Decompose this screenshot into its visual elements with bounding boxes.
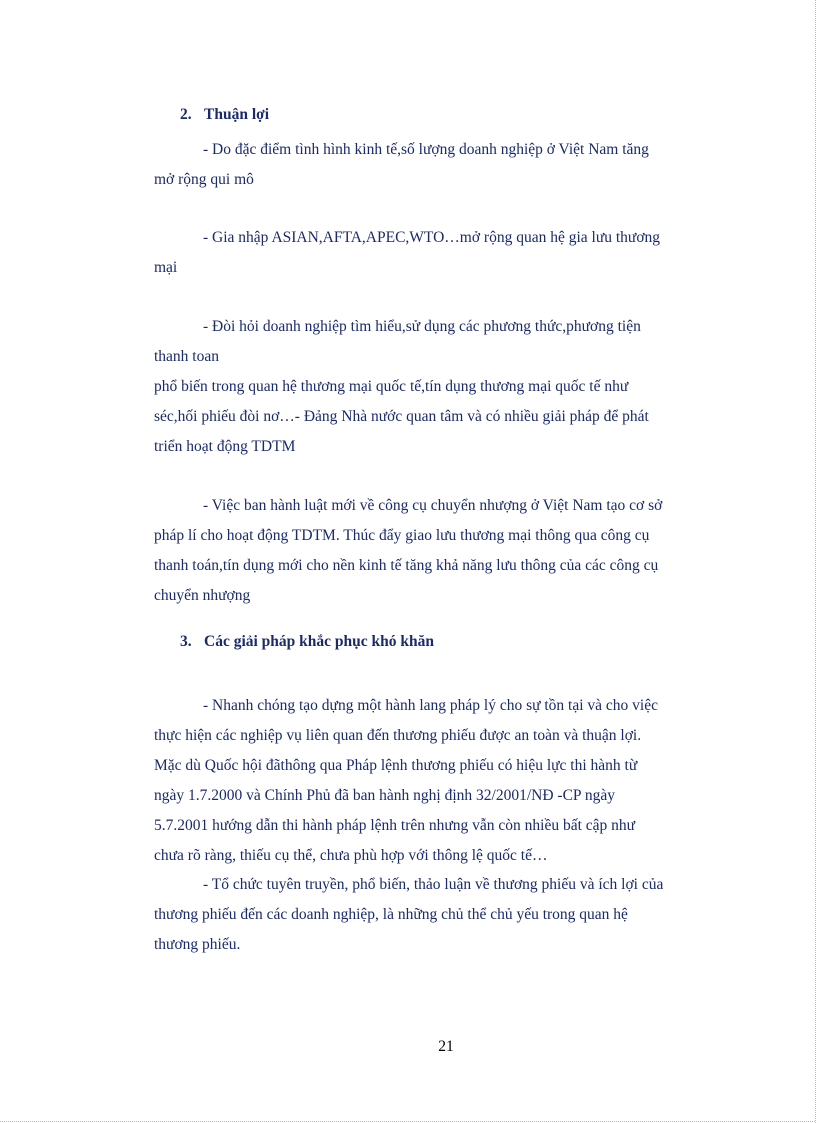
paragraph-line: chuyển nhượng (154, 587, 251, 604)
paragraph-line: thanh toan (154, 348, 219, 365)
section-2-heading (180, 106, 269, 124)
paragraph-line: - Tổ chức tuyên truyền, phổ biến, thảo luận về thương phiếu và ích lợi của (203, 876, 664, 893)
paragraph-line: - Nhanh chóng tạo dựng một hành lang pháp lý cho sự tồn tại và cho việc (203, 697, 659, 714)
paragraph-line: thương phiếu đến các doanh nghiệp, là những chủ thể chủ yếu trong quan hệ (154, 906, 628, 923)
paragraph-line: - Đòi hỏi doanh nghiệp tìm hiểu,sử dụng các phương thức,phương tiện (203, 318, 641, 335)
paragraph-line: phổ biến trong quan hệ thương mại quốc tế,tín dụng thương mại quốc tế như (154, 378, 629, 395)
paragraph-line: Mặc dù Quốc hội đãthông qua Pháp lệnh thương phiếu có hiệu lực thi hành từ (154, 757, 638, 774)
section-3-number: 3. (180, 633, 192, 650)
paragraph-line: - Do đặc điểm tình hình kinh tế,số lượng doanh nghiệp ở Việt Nam tăng (203, 141, 649, 158)
paragraph-line: - Việc ban hành luật mới về công cụ chuyển nhượng ở Việt Nam tạo cơ sở (203, 497, 663, 514)
section-3-title: Các giải pháp khắc phục khó khăn (204, 633, 435, 650)
paragraph-line: pháp lí cho hoạt động TDTM. Thúc đẩy giao lưu thương mại thông qua công cụ (154, 527, 650, 544)
paragraph-line: mại (154, 259, 178, 276)
paragraph-line: séc,hối phiếu đòi nơ…- Đảng Nhà nước quan tâm và có nhiều giải pháp để phát (154, 408, 649, 425)
paragraph-line: mở rộng qui mô (154, 171, 254, 188)
section-3-heading (180, 633, 434, 651)
paragraph-line: 5.7.2001 hướng dẫn thi hành pháp lệnh trên nhưng vẫn còn nhiều bất cập như (154, 817, 636, 834)
paragraph-line: chưa rõ ràng, thiếu cụ thể, chưa phù hợp với thông lệ quốc tế… (154, 847, 548, 864)
paragraph-line: thanh toán,tín dụng mới cho nền kinh tế tăng khả năng lưu thông của các công cụ (154, 557, 659, 574)
page-bottom-border (0, 1121, 815, 1122)
section-2-number: 2. (180, 106, 192, 123)
page-number: 21 (438, 1038, 454, 1055)
paragraph-line: thực hiện các nghiệp vụ liên quan đến thương phiếu được an toàn và thuận lợi. (154, 727, 642, 744)
paragraph-line: - Gia nhập ASIAN,AFTA,APEC,WTO…mở rộng quan hệ gia lưu thương (203, 229, 661, 246)
paragraph-line: ngày 1.7.2000 và Chính Phủ đã ban hành nghị định 32/2001/NĐ -CP ngày (154, 787, 615, 804)
paragraph-line: thương phiếu. (154, 936, 241, 953)
paragraph-line: triển hoạt động TDTM (154, 438, 296, 455)
section-2-title: Thuận lợi (204, 106, 270, 123)
